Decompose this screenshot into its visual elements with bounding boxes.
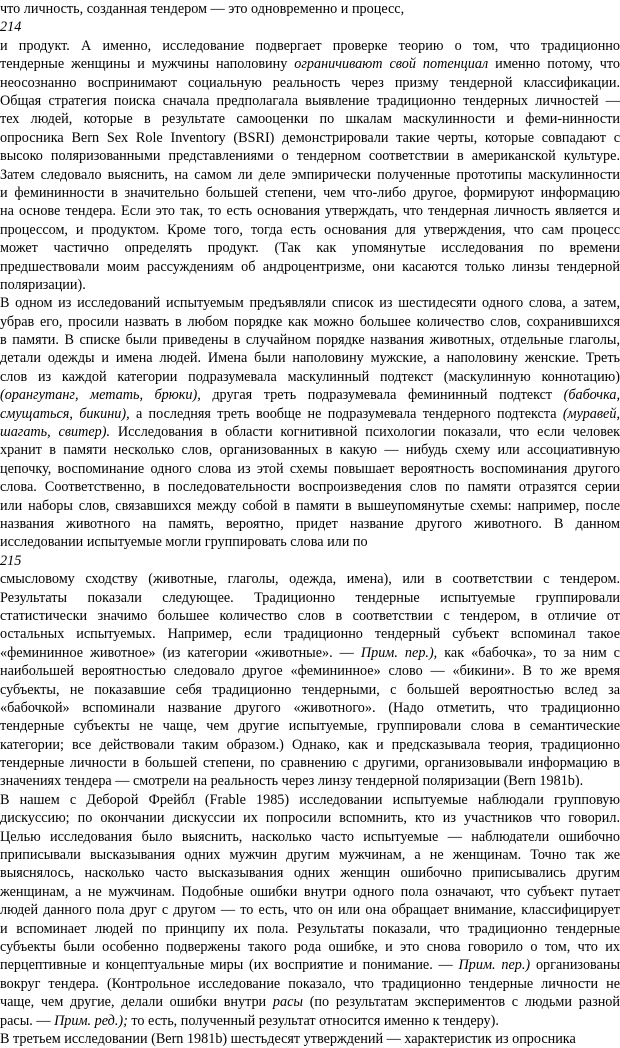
text-line: убрав его, просили назвать в любом порядке как можно большее количество слов, сохранившихся — [0, 313, 620, 330]
paragraph-word-list-study — [0, 294, 620, 551]
text-line: (орангутанг, метать, брюки), другая треть подразумевала фемининный подтекст (бабочка, — [0, 387, 620, 404]
text-line: чаще, чем другие, делали ошибки внутри расы (по результатам экспериментов с людьми разной — [0, 994, 620, 1011]
text-line: В одном из исследований испытуемым предъявляли список из шестидесяти одного слова, а затем, — [0, 295, 620, 312]
text-line: «бабочкой» вспоминали название другого «животного». (Надо отметить, что традиционно — [0, 699, 620, 716]
text-line: и вспоминает людей по принципу их пола. Результаты показали, что традиционно тендерные — [0, 920, 620, 937]
text-line: исследовании испытуемые могли группировать слова или по — [0, 534, 368, 551]
text-line: перцептивные и концептуальные миры (их восприятие и понимание. — Прим. пер.) организованы — [0, 957, 620, 974]
text-line: Целью исследования было выяснить, насколько часто испытуемые — наблюдатели ошибочно — [0, 828, 620, 845]
text-line: В нашем с Деборой Фрейбл (Frable 1985) исследовании испытуемые наблюдали групповую — [0, 791, 620, 808]
text-line: субъекты были особенно подвержены такого рода ошибке, и это снова говорило о том, что их — [0, 938, 620, 955]
text-line: высоко поляризованными представлениями о тендерном соответствии в американской культуре. — [0, 148, 620, 165]
text-line: приписывали высказывания одних мужчин другим мужчинам, а не женщинам. Точно так же — [0, 847, 620, 864]
text-line: женщинам, а не мужчинам. Подобные ошибки внутри одного пола означают, что субъект путает — [0, 883, 620, 900]
text-line: в памяти. В списке были приведены в случайном порядке названия животных, отдельные глаголы, — [0, 332, 620, 349]
paragraph-frable-study — [0, 791, 620, 1030]
text-line: значениях тендера — смотрели на реальность через линзу тендерной поляризации (Bern 1981b). — [0, 773, 584, 790]
text-line: или наборы слов, связавшихся между собой в памяти в вышеупомянутые схемы: например, после — [0, 497, 620, 514]
text-line: и продукт. А именно, исследование подвергает проверке теорию о том, что традиционно — [0, 37, 620, 54]
bottom-text-line: В третьем исследовании (Bern 1981b) шестьдесят утверждений — характеристик из опросника — [0, 1030, 576, 1047]
text-line: Общая стратегия поиска сначала предполагала выявление традиционно тендерных личностей — — [0, 92, 620, 109]
paragraph-strategy — [0, 37, 620, 294]
text-line: может частично определять продукт. (Так как упомянутые исследования по времени — [0, 240, 620, 257]
text-line: и фемининности в значительно большей степени, чем что-либо другое, формируют информацию — [0, 184, 620, 201]
text-line: выяснялось, насколько часто высказывания одних женщин ошибочно приписывались другим — [0, 865, 620, 882]
text-line: поляризации). — [0, 276, 86, 293]
text-line: неосознанно воспринимают социальную реальность через призму тендерной классификации. — [0, 74, 620, 91]
text-line: вокруг тендера. (Контрольное исследование показало, что традиционно тендерные личности не — [0, 975, 620, 992]
text-line: шагать, свитер). Исследования в области когнитивной психологии показали, что если человек — [0, 424, 620, 441]
text-line: дискуссию; по окончании дискуссии их попросили вспомнить, кто из участников что говорил. — [0, 810, 620, 827]
page-number-214: 214 — [0, 19, 22, 36]
text-line: опросника Bern Sex Role Inventory (BSRI) демонстрировали такие черты, которые совпадают с — [0, 129, 620, 146]
text-line: людей данного пола друг с другом — то есть, что он или она обращает внимание, классифицирует — [0, 902, 620, 919]
top-text-line: что личность, созданная тендером — это одновременно и процесс, — [0, 1, 405, 17]
text-line: категории; все действовали таким образом.) Однако, как и предсказывала теория, традиционно — [0, 736, 620, 753]
text-line: смысловому сходству (животные, глаголы, одежда, имена), или в соответствии с тендером. — [0, 571, 620, 588]
text-line: слова. Соответственно, в последовательности воспроизведения слов по памяти отразятся серии — [0, 479, 620, 496]
text-line: Результаты показали следующее. Традиционно тендерные испытуемые группировали — [0, 589, 620, 606]
text-line: тендерные субъекты не чаще, чем другие испытуемые, группировали слова в семантические — [0, 718, 620, 735]
text-line: остальных испытуемых. Например, если традиционно тендерный субъект вспоминал такое — [0, 626, 620, 643]
text-line: процессом, и продуктом. Кроме того, тогда есть основания для утверждения, что сам процесс — [0, 221, 620, 238]
text-line: тех людей, которые в результате самооценки по шкалам маскулинности и феми-нинности — [0, 111, 620, 128]
text-line: предшествовали моим рассуждениям об андроцентризме, они касаются только линзы тендерной — [0, 258, 620, 275]
text-line: названия животного на память, вероятно, придет название другого животного. В данном — [0, 515, 620, 532]
page-number-215: 215 — [0, 552, 22, 569]
text-line: цепочку, воспоминание одного слова из этой схемы повышает вероятность воспоминания другого — [0, 460, 620, 477]
text-line: тендерные личности в большей степени, по сравнению с другими, организовывали информацию в — [0, 755, 620, 772]
text-line: тендерные женщины и мужчины наполовину ограничивают свой потенциал именно потому, что — [0, 56, 620, 73]
text-line: наибольшей вероятностью следовало другое «фемининное» слово — «бикини». В то же время — [0, 663, 620, 680]
text-line: хранит в памяти несколько слов, организованных в какую — нибудь схему или ассоциативную — [0, 442, 620, 459]
text-line: слов из каждой категории подразумевала маскулинный подтекст (маскулинную коннотацию) — [0, 368, 620, 385]
text-line: субъекты, не показавшие себя традиционно тендерными, с большей вероятностью вслед за — [0, 681, 620, 698]
paragraph-results — [0, 570, 620, 791]
text-line: смущаться, бикини), а последняя треть вообще не подразумевала тендерного подтекста (муравей, — [0, 405, 620, 422]
text-line: детали одежды и имена людей. Имена были наполовину мужские, а наполовину женские. Треть — [0, 350, 620, 367]
text-line: расы. — Прим. ред.); то есть, полученный результат относится именно к тендеру). — [0, 1012, 499, 1029]
text-line: «фемининное животное» (из категории «животные». — Прим. пер.), как «бабочка», то за ним с — [0, 644, 620, 661]
text-line: Затем следовало выяснить, на самом ли деле эмпирически полученные прототипы маскулинности — [0, 166, 620, 183]
text-line: статистически значимо большее количество слов в соответствии с тендером, в отличие от — [0, 607, 620, 624]
text-line: на основе тендера. Если это так, то есть основания утверждать, что тендерная личность является и — [0, 203, 620, 220]
